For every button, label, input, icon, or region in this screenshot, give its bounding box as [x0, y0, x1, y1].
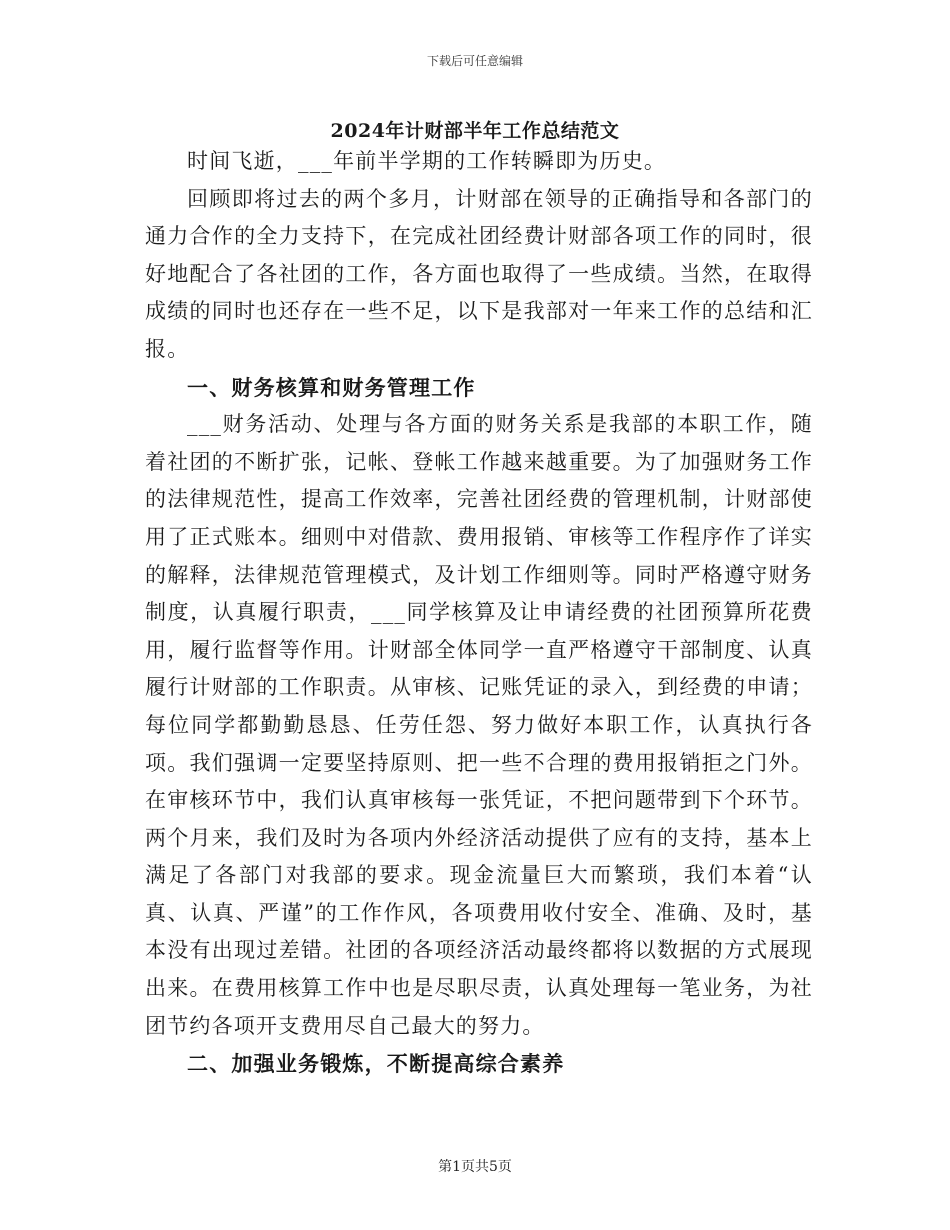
document-body	[145, 143, 813, 1083]
section-heading-1: 一、财务核算和财务管理工作	[187, 374, 476, 400]
header-note: 下载后可任意编辑	[426, 54, 523, 68]
paragraph-finance: ___财务活动、处理与各方面的财务关系是我部的本职工作，随着社团的不断扩张，记帐、登帐工作越来越重要。为了加强财务工作的法律规范性，提高工作效率，完善社团经费的管理机制，计财部使用了正式账本。细则中对借款、费用报销、审核等工作程序作了详实的解释，法律规范管理模式，及计划工作细则等。同时严格遵守财务制度，认真履行职责，___同学核算及让申请经费的社团预算所花费用，履行监督等作用。计财部全体同学一直严格遵守干部制度、认真履行计财部的工作职责。从审核、记账凭证的录入，到经费的申请；每位同学都勤勤恳恳、任劳任怨、努力做好本职工作，认真执行各项。我们强调一定要坚持原则、把一些不合理的费用报销拒之门外。在审核环节中，我们认真审核每一张凭证，不把问题带到下个环节。两个月来，我们及时为各项内外经济活动提供了应有的支持，基本上满足了各部门对我部的要求。现金流量巨大而繁琐，我们本着“认真、认真、严谨”的工作作风，各项费用收付安全、准确、及时，基本没有出现过差错。社团的各项经济活动最终都将以数据的方式展现出来。在费用核算工作中也是尽职尽责，认真处理每一笔业务，为社团节约各项开支费用尽自己最大的努力。	[145, 412, 813, 1038]
paragraph-intro: 时间飞逝，___年前半学期的工作转瞬即为历史。	[187, 149, 667, 173]
paragraph-review: 回顾即将过去的两个多月，计财部在领导的正确指导和各部门的通力合作的全力支持下，在完成社团经费计财部各项工作的同时，很好地配合了各社团的工作，各方面也取得了一些成绩。当然，在取得成绩的同时也还存在一些不足，以下是我部对一年来工作的总结和汇报。	[145, 186, 813, 361]
document-title: 2024年计财部半年工作总结范文	[330, 120, 620, 142]
section-heading-2: 二、加强业务锻炼，不断提高综合素养	[187, 1051, 565, 1077]
page-footer: 第1页共5页	[438, 1159, 512, 1175]
